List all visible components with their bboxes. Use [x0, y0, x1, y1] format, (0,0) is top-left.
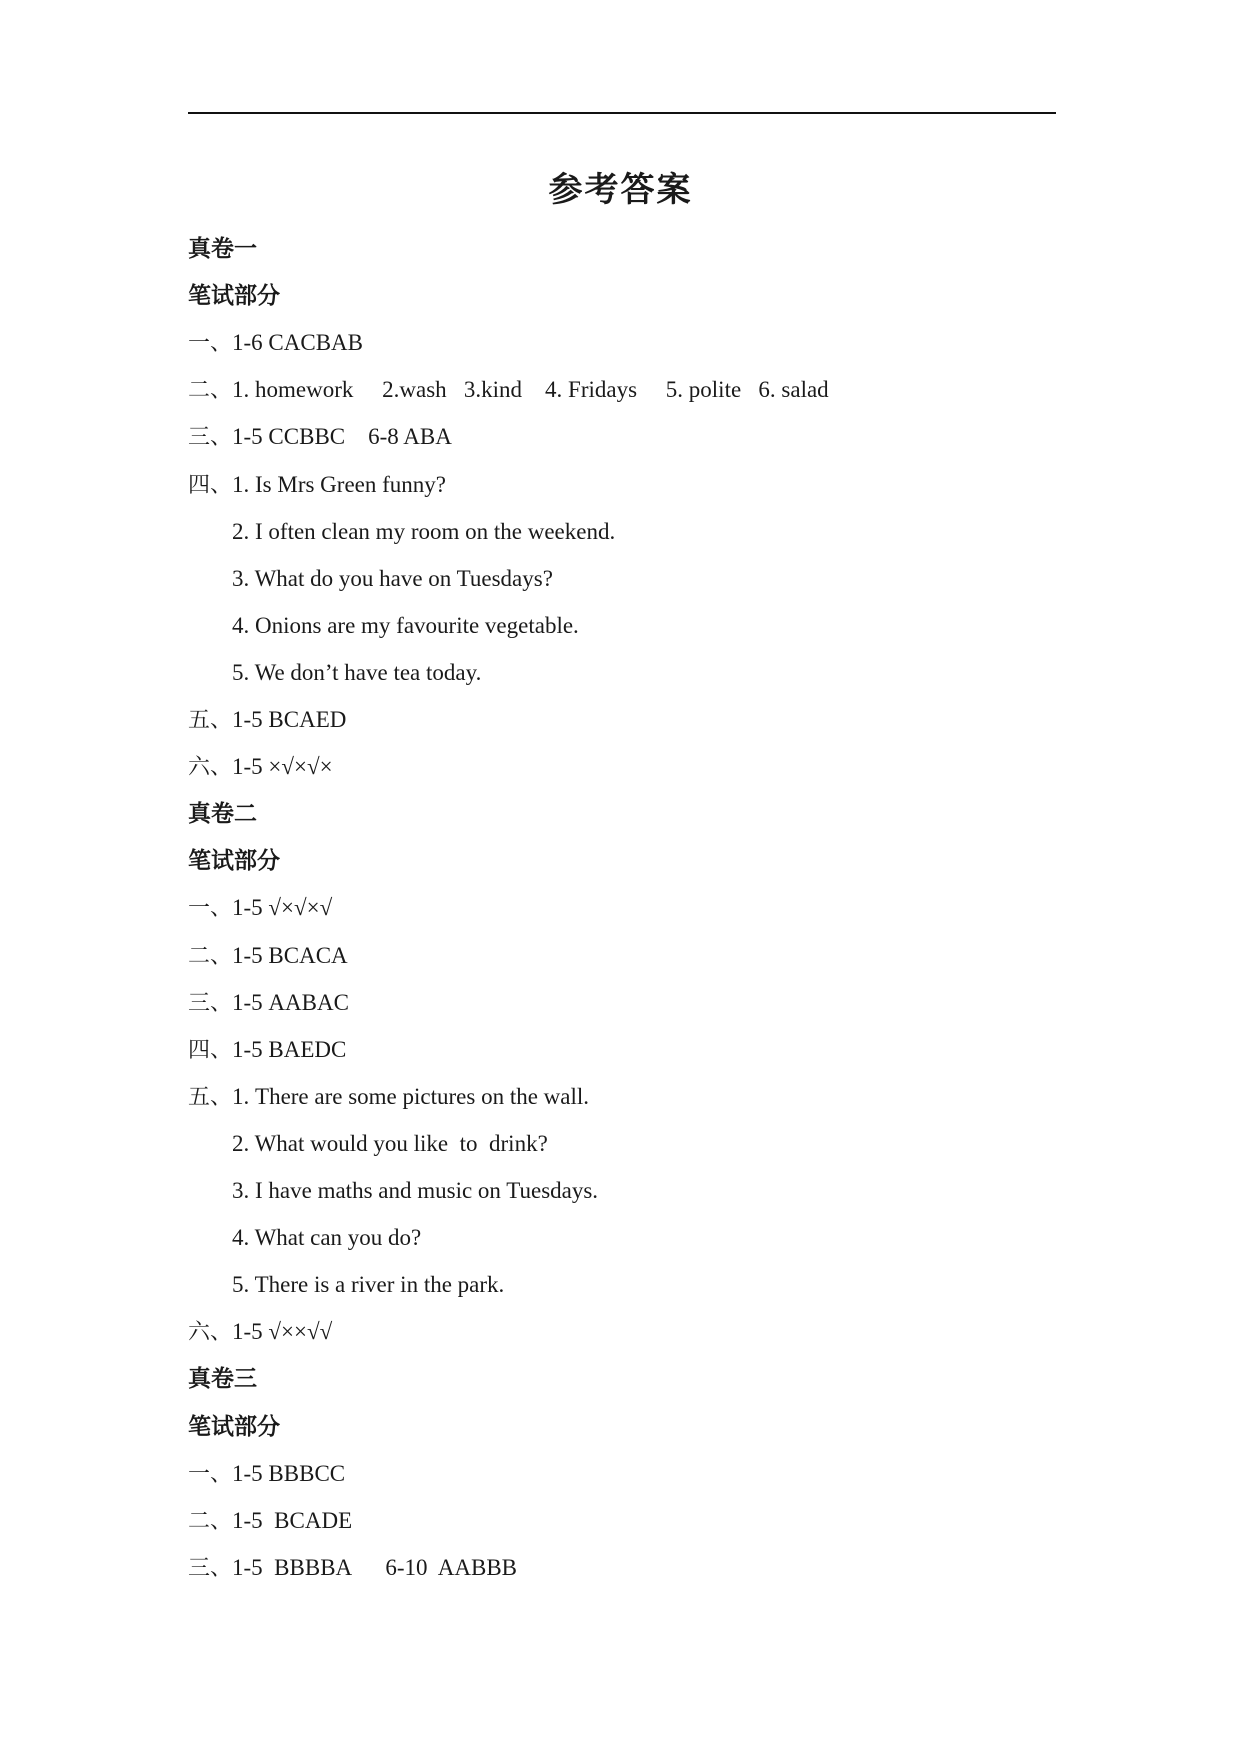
answer-line	[188, 468, 446, 502]
answer-text: 4. What can you do?	[232, 1225, 422, 1250]
section-heading: 笔试部分	[188, 1414, 280, 1440]
question-number: 五、	[188, 708, 233, 733]
answer-text: 1-5 ×√×√×	[232, 754, 333, 779]
answer-text: 1. There are some pictures on the wall.	[232, 1084, 590, 1109]
answer-line	[188, 939, 348, 973]
answer-text: 1-5 CCBBC 6-8 ABA	[232, 424, 452, 449]
section-heading: 真卷二	[188, 801, 257, 827]
page-title: 参考答案	[548, 170, 693, 210]
question-number: 六、	[188, 1320, 233, 1345]
answer-text: 3. I have maths and music on Tuesdays.	[232, 1178, 599, 1203]
answer-text: 1-5 BBBBA 6-10 AABBB	[232, 1555, 518, 1580]
question-number: 三、	[188, 425, 233, 450]
answer-text: 1. Is Mrs Green funny?	[232, 472, 446, 497]
section-heading: 真卷一	[188, 236, 257, 262]
answer-subline	[232, 515, 615, 549]
answer-text: 1-5 BBBCC	[232, 1461, 346, 1486]
question-number: 三、	[188, 991, 233, 1016]
answer-text: 5. We don’t have tea today.	[232, 660, 482, 685]
header-rule	[188, 112, 1056, 114]
question-number: 一、	[188, 331, 233, 356]
question-number: 四、	[188, 473, 233, 498]
answer-line	[188, 1457, 345, 1491]
answer-line	[188, 986, 349, 1020]
answer-subline	[232, 609, 579, 643]
answer-line	[188, 750, 333, 784]
answer-subline	[232, 562, 553, 596]
answer-text: 1-5 BCADE	[232, 1508, 353, 1533]
question-number: 一、	[188, 1462, 233, 1487]
answer-text: 3. What do you have on Tuesdays?	[232, 566, 553, 591]
question-number: 二、	[188, 378, 233, 403]
answer-subline	[232, 1268, 504, 1302]
answer-subline	[232, 1127, 548, 1161]
answer-text: 1-5 BAEDC	[232, 1037, 347, 1062]
answer-text: 1-6 CACBAB	[232, 330, 364, 355]
answer-line	[188, 420, 452, 454]
answer-text: 5. There is a river in the park.	[232, 1272, 505, 1297]
answer-text: 4. Onions are my favourite vegetable.	[232, 613, 579, 638]
answer-line	[188, 1504, 352, 1538]
question-number: 一、	[188, 896, 233, 921]
answer-text: 1-5 √×√×√	[232, 895, 333, 920]
question-number: 五、	[188, 1085, 233, 1110]
section-heading: 真卷三	[188, 1366, 257, 1392]
answer-subline	[232, 1221, 421, 1255]
section-heading: 笔试部分	[188, 283, 280, 309]
answer-line	[188, 703, 346, 737]
question-number: 三、	[188, 1556, 233, 1581]
answer-text: 1. homework 2.wash 3.kind 4. Fridays 5. polite 6. salad	[232, 377, 829, 402]
answer-line	[188, 1033, 346, 1067]
answer-line	[188, 373, 829, 407]
answer-text: 2. I often clean my room on the weekend.	[232, 519, 616, 544]
answer-subline	[232, 656, 481, 690]
answer-line	[188, 1551, 517, 1585]
answer-text: 1-5 √××√√	[232, 1319, 333, 1344]
question-number: 六、	[188, 755, 233, 780]
answer-text: 2. What would you like to drink?	[232, 1131, 548, 1156]
answer-text: 1-5 AABAC	[232, 990, 349, 1015]
question-number: 二、	[188, 1509, 233, 1534]
answer-line	[188, 1080, 589, 1114]
answer-text: 1-5 BCACA	[232, 943, 348, 968]
answer-subline	[232, 1174, 598, 1208]
section-heading: 笔试部分	[188, 848, 280, 874]
answer-text: 1-5 BCAED	[232, 707, 347, 732]
answer-line	[188, 891, 332, 925]
answer-line	[188, 326, 363, 360]
answer-line	[188, 1315, 332, 1349]
question-number: 四、	[188, 1038, 233, 1063]
question-number: 二、	[188, 944, 233, 969]
